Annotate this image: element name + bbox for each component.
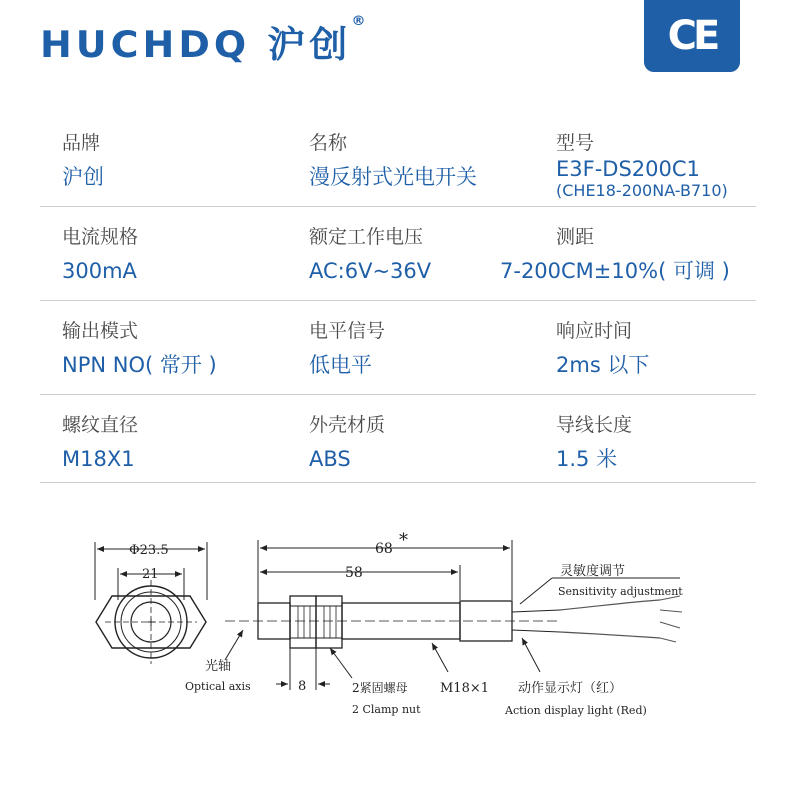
label-sensitivity-en: Sensitivity adjustment (558, 585, 683, 598)
spec-value: 沪创 (62, 165, 104, 189)
label-optical-en: Optical axis (185, 680, 251, 693)
dim-total-mark: * (399, 530, 408, 551)
spec-label: 额定工作电压 (309, 226, 424, 248)
row-divider (40, 206, 756, 207)
spec-label: 螺纹直径 (62, 414, 139, 436)
label-action-light-cn: 动作显示灯（红） (518, 681, 623, 696)
spec-current (62, 226, 138, 284)
spec-label: 响应时间 (556, 320, 633, 342)
dim-nut-width: 8 (298, 679, 307, 694)
spec-value: AC:6V~36V (309, 259, 432, 283)
spec-label: 外壳材质 (309, 414, 386, 436)
spec-response-time (556, 320, 649, 378)
registered-mark: ® (351, 13, 366, 29)
dim-outer-diameter: Φ23.5 (129, 543, 169, 558)
spec-label: 输出模式 (62, 320, 139, 342)
row-divider (40, 394, 756, 395)
spec-value: ABS (309, 447, 351, 471)
spec-voltage (309, 226, 431, 284)
spec-thread (62, 414, 138, 472)
spec-value: 低电平 (309, 353, 372, 377)
spec-label: 名称 (309, 132, 348, 154)
dim-body-length: 58 (345, 565, 363, 581)
svg-text:+: + (146, 615, 157, 629)
sensor-end-view (96, 580, 206, 664)
ce-certification-badge: CE (644, 0, 740, 72)
brand-logo (40, 15, 365, 67)
spec-name (309, 132, 477, 190)
label-clamp-en: 2 Clamp nut (352, 703, 421, 716)
spec-label: 电流规格 (62, 226, 139, 248)
label-sensitivity-cn: 灵敏度调节 (560, 564, 626, 579)
spec-label: 测距 (556, 226, 595, 248)
spec-housing (309, 414, 385, 472)
label-optical-cn: 光轴 (205, 659, 232, 674)
spec-value: 300mA (62, 259, 137, 283)
label-clamp-cn: 2紧固螺母 (352, 681, 408, 695)
label-thread: M18×1 (440, 681, 490, 696)
spec-value: M18X1 (62, 447, 135, 471)
spec-model (556, 132, 728, 200)
dim-total-length: 68 (375, 541, 393, 557)
spec-label: 品牌 (62, 132, 101, 154)
row-divider (40, 300, 756, 301)
spec-label: 电平信号 (309, 320, 386, 342)
dim-inner-width: 21 (142, 567, 159, 582)
spec-cable-length (556, 414, 632, 472)
spec-value: 1.5 米 (556, 447, 618, 471)
spec-label: 型号 (556, 132, 595, 154)
spec-value: 7-200CM±10%( 可调 ) (500, 259, 730, 283)
spec-label: 导线长度 (556, 414, 633, 436)
spec-value: 2ms 以下 (556, 353, 650, 377)
sensor-cable (560, 596, 682, 642)
row-divider (40, 482, 756, 483)
label-action-light-en: Action display light (Red) (505, 704, 647, 717)
spec-value: 漫反射式光电开关 (309, 165, 477, 189)
spec-level-signal (309, 320, 385, 378)
spec-range (500, 226, 730, 284)
spec-output-mode (62, 320, 217, 378)
sensor-side-view (225, 596, 560, 648)
spec-subvalue: (CHE18-200NA-B710) (556, 181, 728, 200)
spec-value: E3F-DS200C1 (556, 157, 700, 181)
spec-value: NPN NO( 常开 ) (62, 353, 217, 377)
spec-brand (62, 132, 104, 190)
dimension-drawing (0, 510, 800, 800)
brand-logo-text: HUCHDQ 沪创 (40, 23, 352, 66)
